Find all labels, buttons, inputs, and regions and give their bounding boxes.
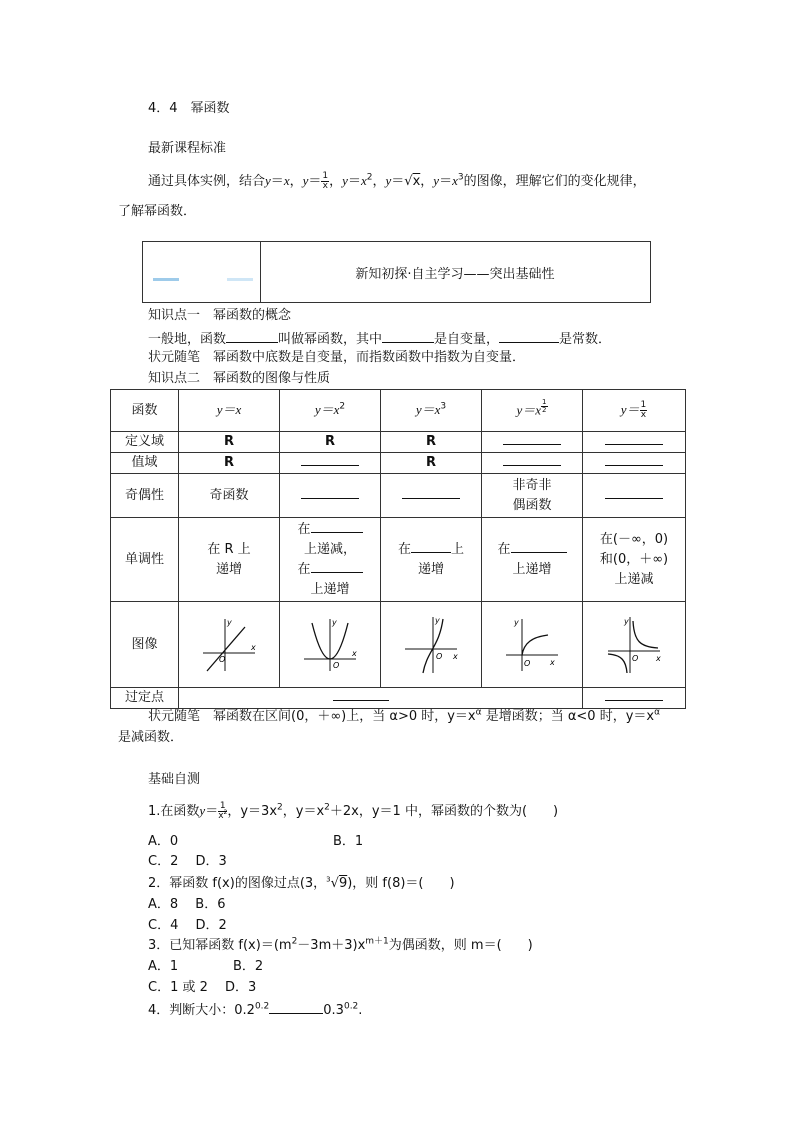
graph-reciprocal	[604, 615, 664, 675]
graph-cell-5	[583, 602, 686, 688]
q2-option-cd[interactable]: C．4 D．2	[148, 918, 227, 933]
axis-y-label: y	[227, 617, 232, 627]
q2-option-ab[interactable]: A．8 B．6	[148, 897, 226, 912]
table-row	[111, 602, 686, 688]
kp1-title: 知识点一 幂函数的概念	[148, 308, 292, 323]
q3-option-b[interactable]: B．2	[233, 959, 264, 974]
axis-y-label: y	[514, 617, 519, 627]
row-label-domain: 定义域	[111, 432, 179, 453]
header-f2: $y=x^2$	[280, 390, 381, 432]
blank-cell	[482, 432, 583, 453]
header-function: 函数	[111, 390, 179, 432]
section-test-title: 基础自测	[148, 772, 201, 787]
header-f4: y＝x $^{\frac{1}{2}}$	[482, 390, 583, 432]
header-f3: $y=x^3$	[381, 390, 482, 432]
blank-cell	[482, 453, 583, 474]
origin-label: O	[219, 654, 226, 664]
q3-option-a[interactable]: A．1	[148, 959, 179, 974]
table-row: 单调性 在 R 上 递增 在 上递减， 在 上递增 在 上 递增 在 上递增 在(－∞，0) 和(0，＋∞) 上递减	[111, 518, 686, 602]
blank-cell	[280, 453, 381, 474]
note-1: 状元随笔 幂函数中底数是自变量，而指数函数中指数为自变量．	[148, 350, 526, 365]
graph-linear	[199, 615, 259, 675]
axis-y-label: y	[435, 615, 440, 625]
q3-option-cd[interactable]: C．1 或 2 D．3	[148, 980, 257, 995]
question-2: 2．幂函数 f(x)的图像过点(3，$^3$√9)，则 f(8)＝( )	[148, 875, 455, 891]
question-1: 1.在函数y＝ $\frac{1}{x^2}$ ，$y=3x^2$，$y=x^2+2x$，y＝1 中，幂函数的个数为( )	[148, 801, 559, 821]
axis-x-label: x	[352, 648, 357, 658]
section-banner	[142, 241, 651, 303]
row-label-fixed: 过定点	[111, 688, 179, 709]
banner-decoration	[143, 242, 261, 302]
power-function-table	[110, 389, 686, 709]
axis-x-label: x	[453, 651, 458, 661]
blank-cell	[583, 453, 686, 474]
header-f5: y＝ $\frac{1}{x}$	[583, 390, 686, 432]
blank-cell	[280, 474, 381, 518]
graph-cube	[401, 615, 461, 675]
row-label-graph: 图像	[111, 602, 179, 688]
banner-text: 新知初探·自主学习——突出基础性	[355, 266, 555, 282]
standard-line-2: 了解幂函数．	[118, 204, 197, 219]
note-2-line-2: 是减函数．	[118, 730, 184, 745]
table-row: 奇偶性 奇函数 非奇非 偶函数	[111, 474, 686, 518]
graph-cell-4	[482, 602, 583, 688]
axis-x-label: x	[656, 653, 661, 663]
table-row: 定义域 R R R	[111, 432, 686, 453]
row-label-range: 值域	[111, 453, 179, 474]
axis-x-label: x	[251, 642, 256, 652]
q1-option-a[interactable]: A．0	[148, 834, 179, 849]
graph-cell-3	[381, 602, 482, 688]
axis-y-label: y	[332, 617, 337, 627]
table-row	[111, 688, 686, 709]
axis-x-label: x	[550, 657, 555, 667]
kp1-text: 一般地，函数 叫做幂函数，其中 是自变量， 是常数．	[148, 329, 611, 349]
row-label-parity: 奇偶性	[111, 474, 179, 518]
standard-line-1: 通过具体实例，结合y＝x，y＝ $\frac{1}{x}$ ，$y=x^2$，y＝√x，$y=x^3$的图像，理解它们的变化规律，	[148, 171, 646, 191]
kp2-title: 知识点二 幂函数的图像与性质	[148, 371, 331, 386]
question-4: 4．判断大小：$0.2^{0.2}$ $0.3^{0.2}$.	[148, 1001, 363, 1018]
axis-y-label: y	[624, 616, 629, 626]
graph-square	[300, 615, 360, 675]
header-f1: y＝x	[179, 390, 280, 432]
origin-label: O	[436, 651, 443, 661]
table-row: 值域 R R	[111, 453, 686, 474]
row-label-mono: 单调性	[111, 518, 179, 602]
origin-label: O	[632, 653, 639, 663]
graph-cell-2	[280, 602, 381, 688]
blank-cell	[583, 474, 686, 518]
blank-cell	[583, 432, 686, 453]
note-2-line-1: 状元随笔 幂函数在区间(0，＋∞)上，当 α>0 时，$y=x^\alpha$ 是增函数；当 α<0 时，$y=x^\alpha$	[148, 707, 661, 724]
blank-cell	[583, 688, 686, 709]
question-3: 3．已知幂函数 $f(x)=(m^2-3m+3)x^{m+1}$为偶函数，则 m＝( )	[148, 936, 533, 953]
q1-option-b[interactable]: B．1	[333, 834, 364, 849]
origin-label: O	[524, 658, 531, 668]
blank-cell	[381, 474, 482, 518]
graph-cell-1	[179, 602, 280, 688]
origin-label: O	[333, 660, 340, 670]
blank-cell	[179, 688, 583, 709]
page-title: 4．4 幂函数	[148, 101, 230, 116]
section-standard-title: 最新课程标准	[148, 141, 227, 156]
graph-sqrt	[502, 615, 562, 675]
q1-option-cd[interactable]: C．2 D．3	[148, 854, 227, 869]
table-row	[111, 390, 686, 432]
